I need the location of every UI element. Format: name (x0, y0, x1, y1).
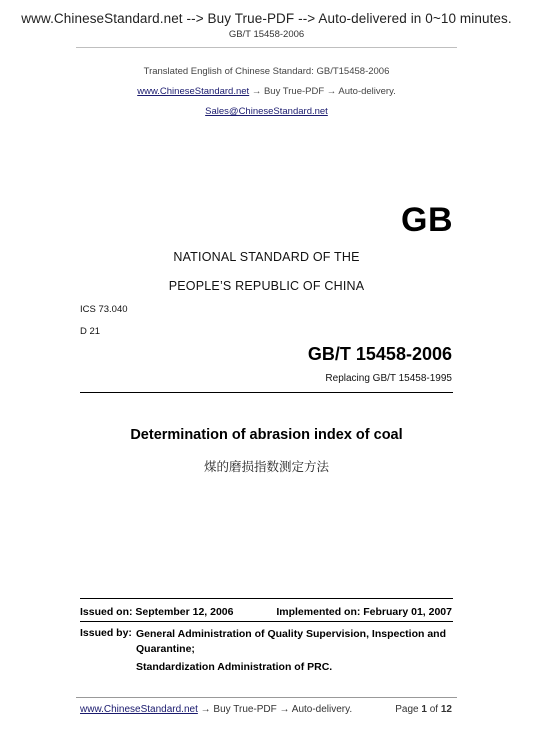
issued-by-authority-1: General Administration of Quality Supervision, Inspection and Quarantine; (136, 628, 446, 655)
top-banner: www.ChineseStandard.net --> Buy True-PDF --> Auto-delivered in 0~10 minutes. (21, 11, 512, 26)
issued-by-authority-2: Standardization Administration of PRC. (136, 661, 333, 673)
footer-divider (76, 697, 457, 698)
title-rule (80, 392, 453, 393)
d-code: D 21 (80, 326, 101, 337)
gb-mark: GB (401, 201, 453, 239)
header-standard-code: GB/T 15458-2006 (228, 29, 305, 40)
page-of: of (429, 704, 439, 715)
translation-site-line (0, 86, 533, 97)
footer-site-rest: → Buy True-PDF → Auto-delivery. (197, 704, 353, 715)
sales-email-link[interactable]: Sales@ChineseStandard.net (205, 106, 328, 117)
issued-by-label: Issued by: (80, 627, 132, 639)
issue-rule (80, 598, 453, 599)
document-title-cn: 煤的磨损指数测定方法 (203, 459, 329, 474)
national-standard-line1: NATIONAL STANDARD OF THE (173, 250, 360, 264)
ics-code: ICS 73.040 (80, 304, 128, 315)
translation-note: Translated English of Chinese Standard: GB/T15458-2006 (143, 66, 390, 77)
translation-site-rest: → Buy True-PDF → Auto-delivery. (249, 86, 396, 97)
replacing-standard: Replacing GB/T 15458-1995 (325, 373, 452, 384)
sales-email-line (0, 106, 533, 117)
national-standard-line2: PEOPLE’S REPUBLIC OF CHINA (168, 279, 365, 293)
page-label: Page (395, 704, 419, 715)
footer-site-line (80, 704, 352, 715)
header-divider (76, 47, 457, 48)
translation-site-link[interactable]: www.ChineseStandard.net (137, 86, 250, 97)
document-title-en: Determination of abrasion index of coal (130, 427, 403, 443)
issued-on: Issued on: September 12, 2006 (80, 606, 234, 618)
implemented-on: Implemented on: February 01, 2007 (276, 606, 452, 618)
page-indicator (395, 704, 452, 715)
page-current: 1 (421, 704, 427, 715)
footer-site-link[interactable]: www.ChineseStandard.net (80, 704, 198, 715)
implemented-rule (80, 621, 453, 622)
standard-number: GB/T 15458-2006 (307, 344, 452, 364)
page-total: 12 (440, 704, 452, 715)
